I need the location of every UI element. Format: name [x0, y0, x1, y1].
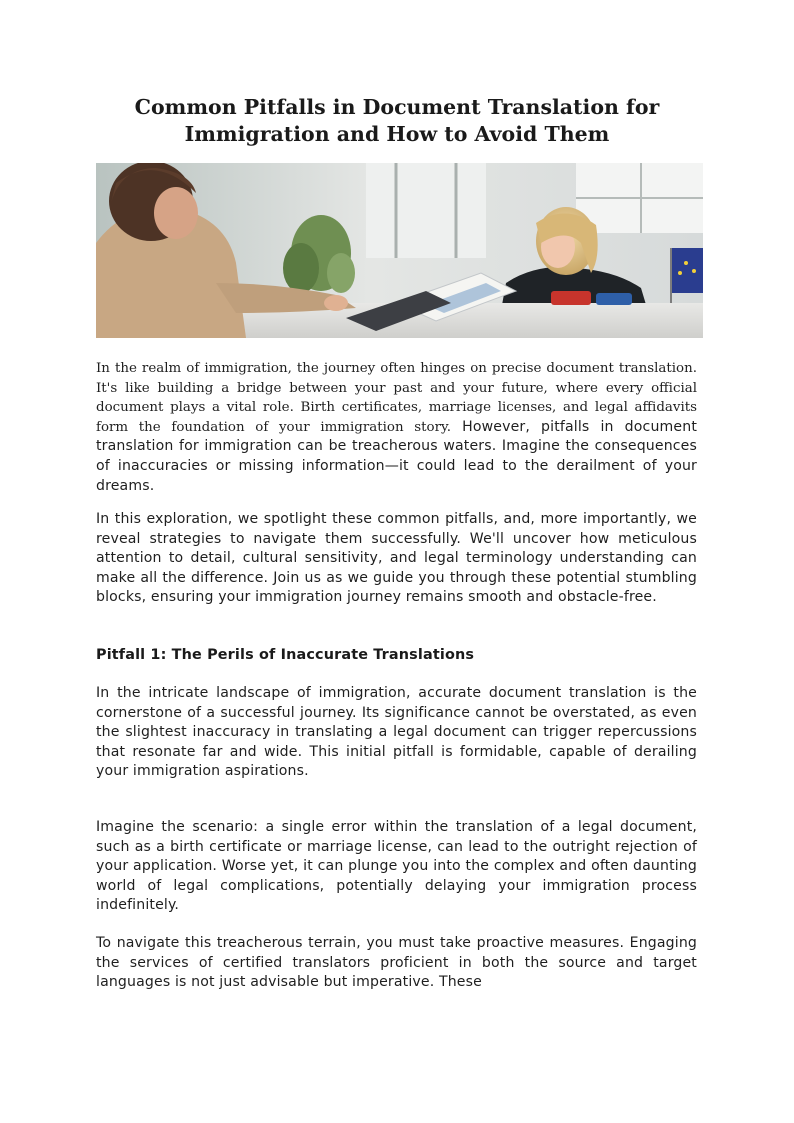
- office-consultation-image: [96, 163, 703, 338]
- intro-sans-text: However, pitfalls in document translation for immigration can be treacherous waters. Imagine the consequences of inaccuracies or missing information—it could lead to the derailment of your dreams.: [96, 418, 697, 494]
- paragraph-accuracy: In the intricate landscape of immigration, accurate document translation is the cornerstone of a successful journey. Its significance cannot be overstated, as even the slightest inaccuracy in translating a legal document can trigger repercussions that resonate far and wide. This initial pitfall is formidable, capable of derailing your immigration aspirations.: [96, 685, 697, 780]
- section-heading-pitfall-1: Pitfall 1: The Perils of Inaccurate Translations: [96, 647, 475, 663]
- document-title: Common Pitfalls in Document Translation for Immigration and How to Avoid Them: [134, 95, 660, 146]
- intro-paragraph: [96, 359, 697, 496]
- paragraph-proactive: To navigate this treacherous terrain, you must take proactive measures. Engaging the services of certified translators proficient in both the source and target languages is not just advisable but imperative. These: [96, 935, 697, 991]
- paragraph-exploration: In this exploration, we spotlight these common pitfalls, and, more importantly, we reveal strategies to navigate them successfully. We'll uncover how meticulous attention to detail, cultural sensitivity, and legal terminology understanding can make all the difference. Join us as we guide you through these potential stumbling blocks, ensuring your immigration journey remains smooth and obstacle-free.: [96, 511, 697, 606]
- hero-photo: [96, 163, 703, 338]
- intro-serif-text: In the realm of immigration, the journey often hinges on precise document translation. It's like building a bridge between your past and your future, where every official document plays a vital role. Birth certificates, marriage licenses, and legal affidavits form the foundation of your immigration story.: [96, 361, 697, 435]
- paragraph-scenario: Imagine the scenario: a single error within the translation of a legal document, such as a birth certificate or marriage license, can lead to the outright rejection of your application. Worse yet, it can plunge you into the complex and often daunting world of legal complications, potentially delaying your immigration process indefinitely.: [96, 819, 697, 914]
